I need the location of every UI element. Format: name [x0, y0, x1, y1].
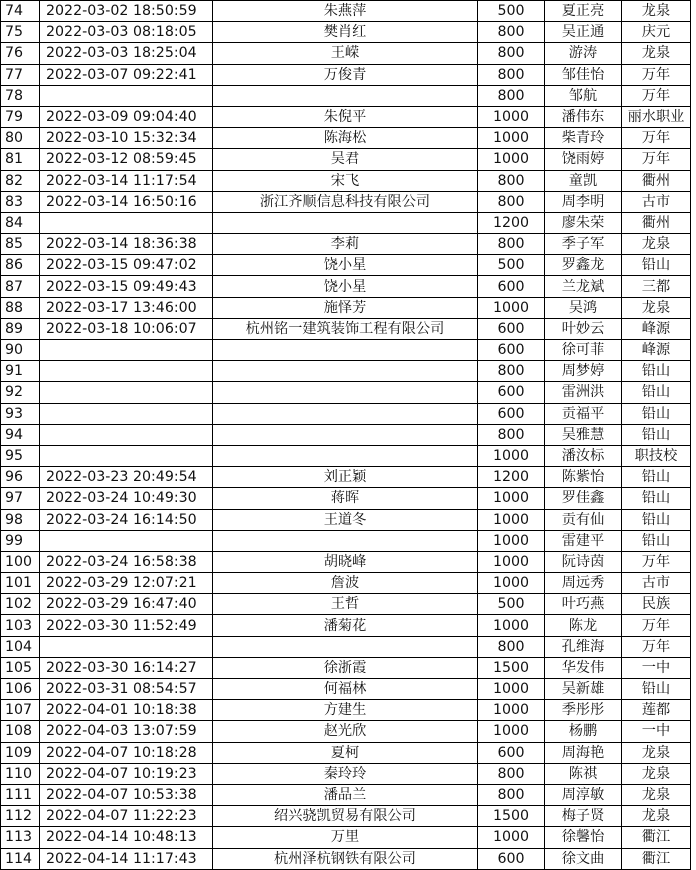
donor-name-cell: 朱燕萍	[213, 1, 478, 22]
table-row	[1, 827, 691, 848]
amount-cell: 800	[478, 170, 545, 191]
amount-cell: 1000	[478, 149, 545, 170]
table-row	[1, 382, 691, 403]
donor-name-cell	[213, 636, 478, 657]
donor-name-cell	[213, 212, 478, 233]
school-cell: 古市	[622, 573, 691, 594]
student-name-cell: 廖朱荣	[545, 212, 622, 233]
student-name-cell: 雷建平	[545, 530, 622, 551]
table-row	[1, 64, 691, 85]
table-row	[1, 700, 691, 721]
donor-name-cell: 潘菊花	[213, 615, 478, 636]
school-cell: 丽水职业	[622, 106, 691, 127]
school-cell: 铅山	[622, 424, 691, 445]
student-name-cell: 周淳敏	[545, 784, 622, 805]
donation-time-cell	[40, 212, 213, 233]
student-name-cell: 邹佳怡	[545, 64, 622, 85]
student-name-cell: 潘伟东	[545, 106, 622, 127]
school-cell: 铅山	[622, 403, 691, 424]
row-number-cell: 112	[1, 806, 40, 827]
row-number-cell: 94	[1, 424, 40, 445]
student-name-cell: 徐可菲	[545, 340, 622, 361]
student-name-cell: 叶妙云	[545, 318, 622, 339]
row-number-cell: 82	[1, 170, 40, 191]
amount-cell: 800	[478, 64, 545, 85]
table-row	[1, 594, 691, 615]
row-number-cell: 114	[1, 848, 40, 869]
donor-name-cell: 杭州铭一建筑装饰工程有限公司	[213, 318, 478, 339]
donor-name-cell: 王道冬	[213, 509, 478, 530]
school-cell: 衢江	[622, 827, 691, 848]
donation-time-cell: 2022-03-03 18:25:04	[40, 43, 213, 64]
table-row	[1, 128, 691, 149]
school-cell: 铅山	[622, 467, 691, 488]
table-row	[1, 276, 691, 297]
table-row	[1, 509, 691, 530]
table-row	[1, 657, 691, 678]
school-cell: 铅山	[622, 488, 691, 509]
row-number-cell: 108	[1, 721, 40, 742]
donation-time-cell: 2022-03-14 16:50:16	[40, 191, 213, 212]
amount-cell: 1000	[478, 530, 545, 551]
school-cell: 龙泉	[622, 763, 691, 784]
table-row	[1, 721, 691, 742]
amount-cell: 600	[478, 382, 545, 403]
table-body	[1, 1, 691, 870]
donation-time-cell: 2022-03-02 18:50:59	[40, 1, 213, 22]
table-row	[1, 551, 691, 572]
table-row	[1, 85, 691, 106]
amount-cell: 1500	[478, 657, 545, 678]
donor-name-cell: 刘正颖	[213, 467, 478, 488]
student-name-cell: 周远秀	[545, 573, 622, 594]
school-cell: 古市	[622, 191, 691, 212]
donor-name-cell: 万俊青	[213, 64, 478, 85]
donation-time-cell	[40, 340, 213, 361]
table-row	[1, 784, 691, 805]
amount-cell: 1000	[478, 827, 545, 848]
row-number-cell: 88	[1, 297, 40, 318]
row-number-cell: 86	[1, 255, 40, 276]
amount-cell: 1000	[478, 700, 545, 721]
donation-time-cell: 2022-03-31 08:54:57	[40, 679, 213, 700]
donation-time-cell	[40, 85, 213, 106]
donation-time-cell: 2022-04-07 10:53:38	[40, 784, 213, 805]
student-name-cell: 夏正亮	[545, 1, 622, 22]
donor-name-cell	[213, 382, 478, 403]
student-name-cell: 徐馨怡	[545, 827, 622, 848]
table-row	[1, 636, 691, 657]
donor-name-cell: 蒋晖	[213, 488, 478, 509]
donation-time-cell: 2022-03-15 09:47:02	[40, 255, 213, 276]
row-number-cell: 83	[1, 191, 40, 212]
amount-cell: 600	[478, 318, 545, 339]
student-name-cell: 梅子贤	[545, 806, 622, 827]
donation-time-cell	[40, 403, 213, 424]
donor-name-cell: 浙江齐顺信息科技有限公司	[213, 191, 478, 212]
donor-name-cell	[213, 424, 478, 445]
table-row	[1, 297, 691, 318]
student-name-cell: 杨鹏	[545, 721, 622, 742]
row-number-cell: 110	[1, 763, 40, 784]
student-name-cell: 雷洲洪	[545, 382, 622, 403]
row-number-cell: 100	[1, 551, 40, 572]
school-cell: 万年	[622, 149, 691, 170]
donor-name-cell: 胡晓峰	[213, 551, 478, 572]
row-number-cell: 104	[1, 636, 40, 657]
student-name-cell: 罗鑫龙	[545, 255, 622, 276]
donor-name-cell	[213, 530, 478, 551]
table-row	[1, 742, 691, 763]
amount-cell: 1000	[478, 679, 545, 700]
school-cell: 铅山	[622, 530, 691, 551]
donation-time-cell	[40, 636, 213, 657]
donor-name-cell: 施怿芳	[213, 297, 478, 318]
table-row	[1, 445, 691, 466]
amount-cell: 800	[478, 763, 545, 784]
table-row	[1, 43, 691, 64]
donor-name-cell: 詹波	[213, 573, 478, 594]
school-cell: 庆元	[622, 22, 691, 43]
row-number-cell: 102	[1, 594, 40, 615]
student-name-cell: 贡有仙	[545, 509, 622, 530]
school-cell: 龙泉	[622, 742, 691, 763]
row-number-cell: 107	[1, 700, 40, 721]
donation-time-cell	[40, 361, 213, 382]
donation-time-cell: 2022-03-14 11:17:54	[40, 170, 213, 191]
student-name-cell: 叶巧燕	[545, 594, 622, 615]
donor-name-cell	[213, 85, 478, 106]
donation-time-cell: 2022-03-09 09:04:40	[40, 106, 213, 127]
student-name-cell: 徐文曲	[545, 848, 622, 869]
row-number-cell: 92	[1, 382, 40, 403]
donation-time-cell	[40, 530, 213, 551]
amount-cell: 600	[478, 340, 545, 361]
donation-time-cell: 2022-03-14 18:36:38	[40, 234, 213, 255]
row-number-cell: 101	[1, 573, 40, 594]
student-name-cell: 阮诗茵	[545, 551, 622, 572]
row-number-cell: 90	[1, 340, 40, 361]
donor-name-cell: 何福林	[213, 679, 478, 700]
school-cell: 万年	[622, 64, 691, 85]
amount-cell: 1200	[478, 212, 545, 233]
table-row	[1, 679, 691, 700]
row-number-cell: 79	[1, 106, 40, 127]
row-number-cell: 84	[1, 212, 40, 233]
student-name-cell: 贡福平	[545, 403, 622, 424]
donation-time-cell: 2022-04-07 11:22:23	[40, 806, 213, 827]
table-row	[1, 318, 691, 339]
table-row	[1, 573, 691, 594]
school-cell: 万年	[622, 551, 691, 572]
school-cell: 铅山	[622, 255, 691, 276]
donor-name-cell: 王哲	[213, 594, 478, 615]
donation-time-cell: 2022-04-07 10:18:28	[40, 742, 213, 763]
table-row	[1, 191, 691, 212]
donor-name-cell: 饶小星	[213, 255, 478, 276]
donation-time-cell: 2022-03-12 08:59:45	[40, 149, 213, 170]
amount-cell: 1500	[478, 806, 545, 827]
donation-time-cell: 2022-03-15 09:49:43	[40, 276, 213, 297]
school-cell: 峰源	[622, 318, 691, 339]
amount-cell: 1000	[478, 509, 545, 530]
donation-time-cell	[40, 445, 213, 466]
table-row	[1, 106, 691, 127]
table-row	[1, 467, 691, 488]
donation-time-cell: 2022-04-07 10:19:23	[40, 763, 213, 784]
table-row	[1, 848, 691, 869]
student-name-cell: 孔维海	[545, 636, 622, 657]
amount-cell: 600	[478, 848, 545, 869]
school-cell: 万年	[622, 85, 691, 106]
amount-cell: 600	[478, 742, 545, 763]
school-cell: 三都	[622, 276, 691, 297]
donation-time-cell	[40, 382, 213, 403]
row-number-cell: 74	[1, 1, 40, 22]
donor-name-cell: 吴君	[213, 149, 478, 170]
school-cell: 峰源	[622, 340, 691, 361]
row-number-cell: 98	[1, 509, 40, 530]
amount-cell: 1000	[478, 615, 545, 636]
student-name-cell: 潘汝标	[545, 445, 622, 466]
amount-cell: 1000	[478, 128, 545, 149]
student-name-cell: 吴正通	[545, 22, 622, 43]
donation-time-cell: 2022-03-24 10:49:30	[40, 488, 213, 509]
amount-cell: 800	[478, 43, 545, 64]
school-cell: 职技校	[622, 445, 691, 466]
student-name-cell: 周李明	[545, 191, 622, 212]
amount-cell: 600	[478, 403, 545, 424]
row-number-cell: 76	[1, 43, 40, 64]
student-name-cell: 饶雨婷	[545, 149, 622, 170]
table-row	[1, 763, 691, 784]
school-cell: 铅山	[622, 679, 691, 700]
amount-cell: 1000	[478, 573, 545, 594]
donor-name-cell: 陈海松	[213, 128, 478, 149]
row-number-cell: 95	[1, 445, 40, 466]
table-row	[1, 1, 691, 22]
donor-name-cell: 朱倪平	[213, 106, 478, 127]
donation-time-cell: 2022-03-23 20:49:54	[40, 467, 213, 488]
row-number-cell: 81	[1, 149, 40, 170]
amount-cell: 800	[478, 636, 545, 657]
school-cell: 莲都	[622, 700, 691, 721]
donor-name-cell: 赵光欣	[213, 721, 478, 742]
table-row	[1, 170, 691, 191]
school-cell: 龙泉	[622, 43, 691, 64]
donation-time-cell: 2022-04-01 10:18:38	[40, 700, 213, 721]
donor-name-cell: 杭州泽杭钢铁有限公司	[213, 848, 478, 869]
table-row	[1, 212, 691, 233]
row-number-cell: 99	[1, 530, 40, 551]
amount-cell: 800	[478, 22, 545, 43]
student-name-cell: 吴鸿	[545, 297, 622, 318]
amount-cell: 600	[478, 276, 545, 297]
school-cell: 万年	[622, 615, 691, 636]
donor-name-cell: 李莉	[213, 234, 478, 255]
school-cell: 衢江	[622, 848, 691, 869]
donor-name-cell: 王嵘	[213, 43, 478, 64]
donor-name-cell: 夏柯	[213, 742, 478, 763]
student-name-cell: 柴青玲	[545, 128, 622, 149]
table-row	[1, 255, 691, 276]
table-row	[1, 403, 691, 424]
row-number-cell: 109	[1, 742, 40, 763]
amount-cell: 500	[478, 255, 545, 276]
table-row	[1, 530, 691, 551]
donation-time-cell: 2022-03-07 09:22:41	[40, 64, 213, 85]
student-name-cell: 周梦婷	[545, 361, 622, 382]
student-name-cell: 季子军	[545, 234, 622, 255]
student-name-cell: 兰龙斌	[545, 276, 622, 297]
school-cell: 万年	[622, 128, 691, 149]
row-number-cell: 105	[1, 657, 40, 678]
donor-name-cell: 徐浙霞	[213, 657, 478, 678]
donation-time-cell: 2022-04-14 11:17:43	[40, 848, 213, 869]
donor-name-cell	[213, 340, 478, 361]
donation-time-cell	[40, 424, 213, 445]
donor-name-cell	[213, 403, 478, 424]
row-number-cell: 89	[1, 318, 40, 339]
donor-name-cell: 饶小星	[213, 276, 478, 297]
donation-time-cell: 2022-03-29 12:07:21	[40, 573, 213, 594]
donation-time-cell: 2022-03-17 13:46:00	[40, 297, 213, 318]
table-row	[1, 340, 691, 361]
school-cell: 衢州	[622, 212, 691, 233]
row-number-cell: 75	[1, 22, 40, 43]
school-cell: 龙泉	[622, 806, 691, 827]
donor-name-cell: 樊肖红	[213, 22, 478, 43]
row-number-cell: 97	[1, 488, 40, 509]
school-cell: 一中	[622, 657, 691, 678]
school-cell: 铅山	[622, 361, 691, 382]
student-name-cell: 陈龙	[545, 615, 622, 636]
school-cell: 一中	[622, 721, 691, 742]
table-row	[1, 488, 691, 509]
row-number-cell: 111	[1, 784, 40, 805]
donation-time-cell: 2022-03-29 16:47:40	[40, 594, 213, 615]
amount-cell: 800	[478, 234, 545, 255]
student-name-cell: 华发伟	[545, 657, 622, 678]
donor-name-cell: 方建生	[213, 700, 478, 721]
donation-time-cell: 2022-03-24 16:14:50	[40, 509, 213, 530]
school-cell: 民族	[622, 594, 691, 615]
donation-time-cell: 2022-03-18 10:06:07	[40, 318, 213, 339]
donation-time-cell: 2022-03-30 16:14:27	[40, 657, 213, 678]
amount-cell: 1000	[478, 106, 545, 127]
amount-cell: 500	[478, 1, 545, 22]
table-row	[1, 424, 691, 445]
amount-cell: 500	[478, 594, 545, 615]
row-number-cell: 77	[1, 64, 40, 85]
student-name-cell: 童凯	[545, 170, 622, 191]
donation-time-cell: 2022-04-03 13:07:59	[40, 721, 213, 742]
row-number-cell: 93	[1, 403, 40, 424]
amount-cell: 1000	[478, 721, 545, 742]
table-row	[1, 22, 691, 43]
student-name-cell: 邹航	[545, 85, 622, 106]
donation-time-cell: 2022-03-24 16:58:38	[40, 551, 213, 572]
amount-cell: 800	[478, 424, 545, 445]
donor-name-cell: 万里	[213, 827, 478, 848]
school-cell: 铅山	[622, 509, 691, 530]
student-name-cell: 吴新雄	[545, 679, 622, 700]
student-name-cell: 陈紫怡	[545, 467, 622, 488]
donor-name-cell	[213, 445, 478, 466]
student-name-cell: 吴雅慧	[545, 424, 622, 445]
table-row	[1, 149, 691, 170]
amount-cell: 1000	[478, 488, 545, 509]
donation-time-cell: 2022-03-03 08:18:05	[40, 22, 213, 43]
amount-cell: 800	[478, 85, 545, 106]
student-name-cell: 周海艳	[545, 742, 622, 763]
donor-name-cell: 潘品兰	[213, 784, 478, 805]
donor-name-cell	[213, 361, 478, 382]
donor-name-cell: 绍兴骁凯贸易有限公司	[213, 806, 478, 827]
table-row	[1, 615, 691, 636]
amount-cell: 1200	[478, 467, 545, 488]
row-number-cell: 96	[1, 467, 40, 488]
amount-cell: 1000	[478, 445, 545, 466]
row-number-cell: 106	[1, 679, 40, 700]
donor-name-cell: 秦玲玲	[213, 763, 478, 784]
row-number-cell: 103	[1, 615, 40, 636]
school-cell: 铅山	[622, 382, 691, 403]
student-name-cell: 罗佳鑫	[545, 488, 622, 509]
student-name-cell: 游涛	[545, 43, 622, 64]
school-cell: 龙泉	[622, 297, 691, 318]
donation-time-cell: 2022-04-14 10:48:13	[40, 827, 213, 848]
amount-cell: 800	[478, 191, 545, 212]
table-row	[1, 361, 691, 382]
row-number-cell: 85	[1, 234, 40, 255]
amount-cell: 1000	[478, 551, 545, 572]
row-number-cell: 78	[1, 85, 40, 106]
school-cell: 衢州	[622, 170, 691, 191]
row-number-cell: 113	[1, 827, 40, 848]
donation-time-cell: 2022-03-10 15:32:34	[40, 128, 213, 149]
student-name-cell: 陈祺	[545, 763, 622, 784]
school-cell: 龙泉	[622, 234, 691, 255]
amount-cell: 800	[478, 784, 545, 805]
student-name-cell: 季彤彤	[545, 700, 622, 721]
row-number-cell: 87	[1, 276, 40, 297]
amount-cell: 1000	[478, 297, 545, 318]
amount-cell: 800	[478, 361, 545, 382]
school-cell: 万年	[622, 636, 691, 657]
school-cell: 龙泉	[622, 1, 691, 22]
table-row	[1, 234, 691, 255]
row-number-cell: 91	[1, 361, 40, 382]
table-row	[1, 806, 691, 827]
row-number-cell: 80	[1, 128, 40, 149]
donation-time-cell: 2022-03-30 11:52:49	[40, 615, 213, 636]
school-cell: 龙泉	[622, 784, 691, 805]
donor-name-cell: 宋飞	[213, 170, 478, 191]
